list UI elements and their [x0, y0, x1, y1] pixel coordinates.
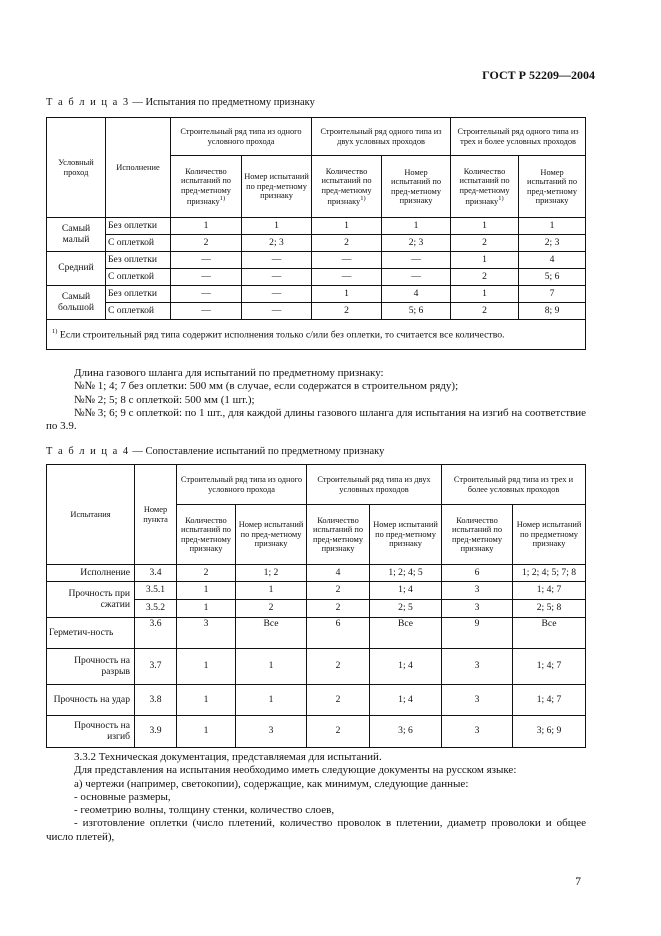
table4-cell: 1; 4: [370, 582, 442, 600]
table4-group3: Строительный ряд типа из трех и более условных проходов: [442, 465, 586, 505]
table4-cell: 3; 6; 9: [513, 716, 586, 748]
table3-cell: 8; 9: [519, 303, 586, 320]
length-notes: [46, 367, 586, 433]
table3-cell: 2; 3: [242, 235, 312, 252]
table4-group2: Строительный ряд типа из двух условных проходов: [307, 465, 442, 505]
list-item: - геометрию волны, толщину стенки, количество слоев,: [74, 804, 335, 817]
table3-cell: С оплеткой: [106, 269, 171, 286]
table4-cell: 3: [177, 618, 236, 649]
footnote-mark: 1): [52, 327, 58, 335]
table-row: [47, 235, 586, 252]
table3-cell: 2: [451, 235, 519, 252]
table3-cell: 2: [312, 303, 382, 320]
table4-cell: Все: [513, 618, 586, 649]
table3-cell: 1: [312, 286, 382, 303]
table4-cell: 3.6: [135, 618, 177, 649]
list-item: - основные размеры,: [74, 790, 171, 803]
table4-sub-count: Количество испытаний по пред-метному признаку: [307, 505, 370, 565]
table-row: [47, 286, 586, 303]
table3-cell: 2; 3: [519, 235, 586, 252]
table3-cell: —: [382, 252, 451, 269]
table3: [46, 117, 586, 350]
table4-cell: 2: [177, 565, 236, 582]
table3-cell: —: [171, 303, 242, 320]
table4-cell: Все: [370, 618, 442, 649]
table-row: [47, 618, 586, 649]
table4-cell: 3.9: [135, 716, 177, 748]
table-row: [47, 269, 586, 286]
table4-cell-test: Прочность при сжатии: [47, 582, 135, 618]
table-row: [47, 649, 586, 685]
table4-sub-number: Номер испытаний по предметному признаку: [513, 505, 586, 565]
table3-sub-number: Номер испытаний по пред-метному признаку: [382, 156, 451, 218]
table4-group1: Строительный ряд типа из одного условного прохода: [177, 465, 307, 505]
table3-cell: —: [171, 269, 242, 286]
table3-cell: —: [171, 286, 242, 303]
table3-sub-count: Количество испытаний по пред-метному признаку$^{1)}$: [171, 156, 242, 218]
table4-col-item: Номер пункта: [135, 465, 177, 565]
table4-cell-test: Герметич-ность: [47, 618, 135, 649]
table4-cell: 1; 4; 7: [513, 685, 586, 716]
table4-cell: 1; 4: [370, 685, 442, 716]
table4-cell: 3.4: [135, 565, 177, 582]
table3-cell: 2: [171, 235, 242, 252]
table3-cell: —: [242, 303, 312, 320]
table4-cell: 3.8: [135, 685, 177, 716]
paragraph: а) чертежи (например, светокопии), содержащие, как минимум, следующие данные:: [74, 777, 469, 790]
table3-cell: 1: [382, 218, 451, 235]
table-row: [47, 685, 586, 716]
table3-caption-prefix: Т а б л и ц а 3: [46, 97, 130, 108]
table4-cell: 1: [236, 685, 307, 716]
page-number: 7: [575, 876, 581, 888]
table4-cell: 3: [236, 716, 307, 748]
table3-cell: 5; 6: [382, 303, 451, 320]
table3-caption: [46, 97, 315, 108]
table4-cell: Все: [236, 618, 307, 649]
table3-sub-number: Номер испытаний по пред-метному признаку: [519, 156, 586, 218]
table4-cell: 3: [442, 600, 513, 618]
table3-cell: 4: [382, 286, 451, 303]
table-row: [47, 303, 586, 320]
table4-cell-test: Исполнение: [47, 565, 135, 582]
table3-cell: —: [242, 252, 312, 269]
table4-cell: 2: [307, 582, 370, 600]
table3-cell: 1: [519, 218, 586, 235]
table4-cell: 2: [307, 600, 370, 618]
table4-cell: 1; 4: [370, 649, 442, 685]
table3-cell: С оплеткой: [106, 303, 171, 320]
table3-cell: С оплеткой: [106, 235, 171, 252]
table3-cell: —: [242, 286, 312, 303]
table4-cell: 6: [307, 618, 370, 649]
paragraph: №№ 3; 6; 9 с оплеткой: по 1 шт., для каждой длины газового шланга для испытания на изгиб на соответствие по 3.9.: [46, 406, 586, 433]
table3-group1: Строительный ряд типа из одного условного прохода: [171, 118, 312, 156]
table3-group2: Строительный ряд одного типа из двух условных проходов: [312, 118, 451, 156]
table4-caption-prefix: Т а б л и ц а 4: [46, 446, 130, 457]
table3-cell: Без оплетки: [106, 286, 171, 303]
list-item: - изготовление оплетки (число плетений, количество проволок в плетении, диаметр проволоки и общее число плетей),: [46, 817, 586, 843]
table4-cell: 3: [442, 582, 513, 600]
table4: [46, 464, 586, 748]
table3-sub-count: Количество испытаний по пред-метному признаку$^{1)}$: [451, 156, 519, 218]
table3-cell: 1: [312, 218, 382, 235]
table4-cell: 3: [442, 716, 513, 748]
table3-cell: 2: [451, 303, 519, 320]
paragraph: №№ 1; 4; 7 без оплетки: 500 мм (в случае, если содержатся в строительном ряду);: [74, 380, 459, 393]
table4-cell-test: Прочность на разрыв: [47, 649, 135, 685]
table4-cell: 3.5.1: [135, 582, 177, 600]
table4-sub-count: Количество испытаний по пред-метному признаку: [177, 505, 236, 565]
table4-cell: 1; 2; 4; 5: [370, 565, 442, 582]
table4-cell: 3: [442, 649, 513, 685]
table4-cell: 6: [442, 565, 513, 582]
documentation-section: [46, 751, 586, 844]
table4-cell: 1; 2: [236, 565, 307, 582]
table4-cell-test: Прочность на изгиб: [47, 716, 135, 748]
table3-cell: 1: [171, 218, 242, 235]
table4-caption-text: — Сопоставление испытаний по предметному признаку: [129, 446, 385, 457]
standard-header: ГОСТ Р 52209—2004: [482, 68, 595, 82]
table4-cell: 2: [307, 685, 370, 716]
table3-cell-passage: Самый малый: [47, 218, 106, 252]
table4-cell: 2; 5; 8: [513, 600, 586, 618]
table3-cell: Без оплетки: [106, 218, 171, 235]
table3-cell: 2: [451, 269, 519, 286]
table4-cell: 4: [307, 565, 370, 582]
table4-sub-count: Количество испытаний по пред-метному признаку: [442, 505, 513, 565]
table4-cell: 3.5.2: [135, 600, 177, 618]
table3-cell: 1: [451, 286, 519, 303]
table3-cell: 1: [242, 218, 312, 235]
table3-sub-count: Количество испытаний по пред-метному признаку$^{1)}$: [312, 156, 382, 218]
table4-cell: 1: [236, 582, 307, 600]
table3-footnote: [47, 320, 586, 350]
table-row: [47, 716, 586, 748]
table4-cell: 1; 4; 7: [513, 649, 586, 685]
section-heading: 3.3.2 Техническая документация, представляемая для испытаний.: [74, 751, 382, 763]
table3-col-execution: Исполнение: [106, 118, 171, 218]
table-row: [47, 252, 586, 269]
table3-cell: 7: [519, 286, 586, 303]
table4-cell: 3: [442, 685, 513, 716]
table3-group3: Строительный ряд одного типа из трех и более условных проходов: [451, 118, 586, 156]
table-row: [47, 565, 586, 582]
table4-cell: 9: [442, 618, 513, 649]
table4-sub-number: Номер испытаний по пред-метному признаку: [370, 505, 442, 565]
table3-cell: Без оплетки: [106, 252, 171, 269]
table3-cell: 5; 6: [519, 269, 586, 286]
table-row: [47, 218, 586, 235]
table4-cell-test: Прочность на удар: [47, 685, 135, 716]
table4-cell: 1: [236, 649, 307, 685]
table3-cell: 1: [451, 252, 519, 269]
table3-cell: —: [312, 269, 382, 286]
paragraph: Длина газового шланга для испытаний по предметному признаку:: [74, 367, 384, 379]
table3-cell: 4: [519, 252, 586, 269]
footnote-text: Если строительный ряд типа содержит исполнения только с/или без оплетки, то считается все количество.: [59, 329, 505, 341]
table4-cell: 2; 5: [370, 600, 442, 618]
table4-caption: [46, 446, 384, 457]
table3-cell: 1: [451, 218, 519, 235]
table4-col-tests: Испытания: [47, 465, 135, 565]
table4-cell: 1: [177, 582, 236, 600]
table3-cell: —: [312, 252, 382, 269]
table4-cell: 1: [177, 716, 236, 748]
table4-cell: 1; 2; 4; 5; 7; 8: [513, 565, 586, 582]
table4-sub-number: Номер испытаний по пред-метному признаку: [236, 505, 307, 565]
table3-cell-passage: Самый большой: [47, 286, 106, 320]
table4-cell: 3.7: [135, 649, 177, 685]
paragraph: Для представления на испытания необходимо иметь следующие документы на русском языке:: [74, 764, 517, 777]
table3-cell: —: [382, 269, 451, 286]
table4-cell: 2: [307, 649, 370, 685]
table3-cell-passage: Средний: [47, 252, 106, 286]
table3-cell: —: [242, 269, 312, 286]
table4-cell: 1: [177, 649, 236, 685]
table3-cell: 2; 3: [382, 235, 451, 252]
table4-cell: 1: [177, 685, 236, 716]
table4-cell: 3; 6: [370, 716, 442, 748]
table3-caption-text: — Испытания по предметному признаку: [129, 97, 315, 108]
table4-cell: 1: [177, 600, 236, 618]
table3-sub-number: Номер испытаний по пред-метному признаку: [242, 156, 312, 218]
table-row: [47, 582, 586, 600]
table4-cell: 2: [236, 600, 307, 618]
table4-cell: 1; 4; 7: [513, 582, 586, 600]
table4-cell: 2: [307, 716, 370, 748]
table3-col-passage: Условный проход: [47, 118, 106, 218]
table3-cell: —: [171, 252, 242, 269]
paragraph: №№ 2; 5; 8 с оплеткой: 500 мм (1 шт.);: [74, 393, 255, 406]
table3-cell: 2: [312, 235, 382, 252]
